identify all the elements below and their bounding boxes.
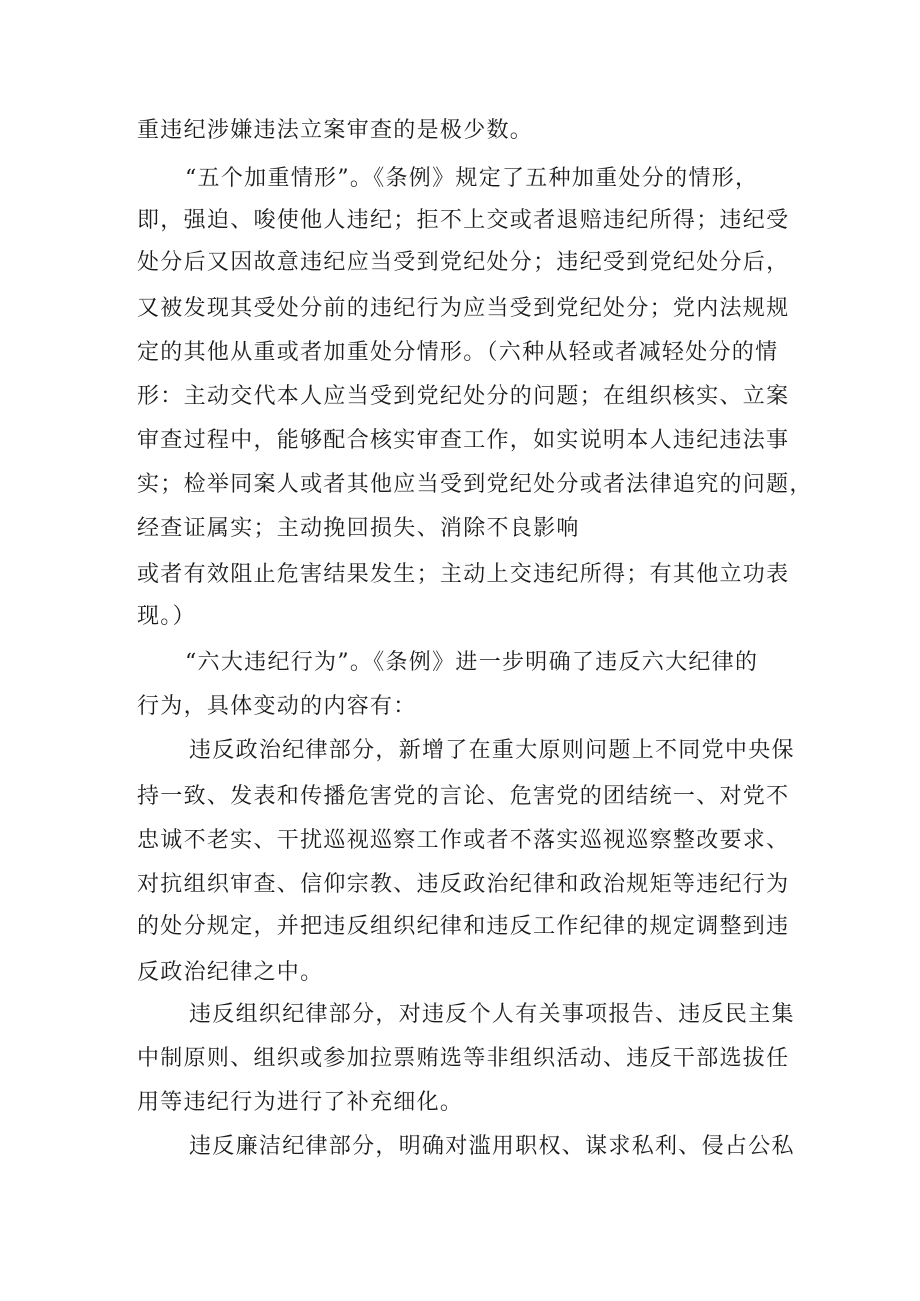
text-line: 中制原则、组织或参加拉票贿选等非组织活动、违反干部选拔任: [137, 1046, 790, 1071]
text-line: 反政治纪律之中。: [137, 960, 324, 985]
text-line: 处分后又因故意违纪应当受到党纪处分；违纪受到党纪处分后，: [137, 250, 790, 275]
text-line: 的处分规定，并把违反组织纪律和违反工作纪律的规定调整到违: [137, 914, 790, 939]
text-line: 实；检举同案人或者其他应当受到党纪处分或者法律追究的问题，: [137, 472, 813, 497]
text-line: 或者有效阻止危害结果发生；主动上交违纪所得；有其他立功表: [137, 562, 790, 587]
text-line: 重违纪涉嫌违法立案审查的是极少数。: [137, 118, 534, 143]
text-line: 违反政治纪律部分，新增了在重大原则问题上不同党中央保: [189, 738, 795, 763]
text-line: 行为，具体变动的内容有：: [137, 694, 417, 719]
text-line: 定的其他从重或者加重处分情形。（六种从轻或者减轻处分的情: [137, 340, 779, 365]
text-line: 用等违纪行为进行了补充细化。: [137, 1090, 464, 1115]
text-line: 现。）: [137, 604, 196, 629]
text-line: “五个加重情形”。《条例》规定了五种加重处分的情形，: [185, 166, 759, 191]
text-line: 又被发现其受处分前的违纪行为应当受到党纪处分；党内法规规: [137, 296, 790, 321]
text-line: 忠诚不老实、干扰巡视巡察工作或者不落实巡视巡察整改要求、: [137, 828, 790, 853]
text-line: 审查过程中，能够配合核实审查工作，如实说明本人违纪违法事: [137, 428, 790, 453]
text-line: 违反组织纪律部分，对违反个人有关事项报告、违反民主集: [189, 1002, 795, 1027]
text-line: 违反廉洁纪律部分，明确对滥用职权、谋求私利、侵占公私: [189, 1134, 795, 1159]
text-line: 对抗组织审查、信仰宗教、违反政治纪律和政治规矩等违纪行为: [137, 872, 790, 897]
text-line: 经查证属实；主动挽回损失、消除不良影响: [137, 516, 580, 541]
text-line: 形：主动交代本人应当受到党纪处分的问题；在组织核实、立案: [137, 384, 790, 409]
text-line: 即，强迫、唆使他人违纪；拒不上交或者退赔违纪所得；违纪受: [137, 208, 790, 233]
text-line: 持一致、发表和传播危害党的言论、危害党的团结统一、对党不: [137, 784, 790, 809]
text-line: “六大违纪行为”。《条例》进一步明确了违反六大纪律的: [185, 650, 759, 675]
